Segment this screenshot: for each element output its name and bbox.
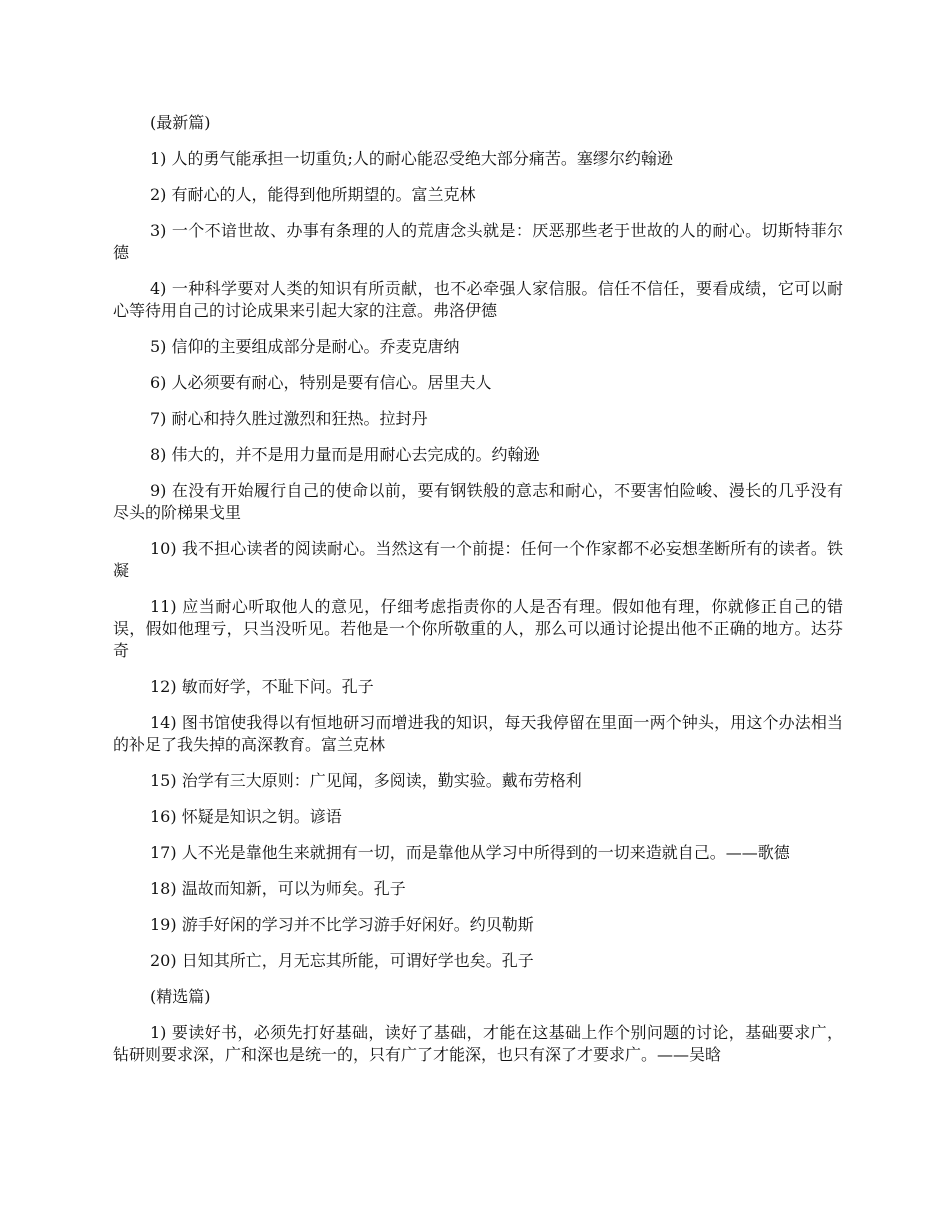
section-heading-selected: (精选篇) (150, 987, 211, 1006)
quote-paragraph: 1) 人的勇气能承担一切重负;人的耐心能忍受绝大部分痛苦。塞缪尔约翰逊 (150, 149, 673, 168)
quote-paragraph: 16) 怀疑是知识之钥。谚语 (150, 807, 342, 826)
quote-paragraph: 18) 温故而知新，可以为师矣。孔子 (150, 879, 406, 898)
quote-paragraph: 5) 信仰的主要组成部分是耐心。乔麦克唐纳 (150, 337, 460, 356)
quote-paragraph: 3) 一个不谙世故、办事有条理的人的荒唐念头就是：厌恶那些老于世故的人的耐心。切斯特菲尔德 (113, 221, 843, 262)
quote-paragraph: 12) 敏而好学，不耻下问。孔子 (150, 677, 374, 696)
quote-paragraph: 19) 游手好闲的学习并不比学习游手好闲好。约贝勒斯 (150, 915, 534, 934)
quote-paragraph: 11) 应当耐心听取他人的意见，仔细考虑指责你的人是否有理。假如他有理，你就修正自己的错误，假如他理亏，只当没听见。若他是一个你所敬重的人，那么可以通讨论提出他不正确的地方。达芬奇 (113, 597, 843, 660)
quote-paragraph: 2) 有耐心的人，能得到他所期望的。富兰克林 (150, 185, 476, 204)
quote-paragraph: 15) 治学有三大原则：广见闻，多阅读，勤实验。戴布劳格利 (150, 771, 582, 790)
section-heading-latest: (最新篇) (150, 113, 211, 132)
quote-paragraph: 20) 日知其所亡，月无忘其所能，可谓好学也矣。孔子 (150, 951, 534, 970)
document-body (113, 112, 843, 1080)
quote-paragraph: 8) 伟大的，并不是用力量而是用耐心去完成的。约翰逊 (150, 445, 540, 464)
quote-paragraph: 4) 一种科学要对人类的知识有所贡献，也不必牵强人家信服。信任不信任，要看成绩，它可以耐心等待用自己的讨论成果来引起大家的注意。弗洛伊德 (113, 279, 843, 320)
quote-paragraph: 17) 人不光是靠他生来就拥有一切，而是靠他从学习中所得到的一切来造就自己。——歌德 (150, 843, 790, 862)
quote-paragraph: 14) 图书馆使我得以有恒地研习而增进我的知识，每天我停留在里面一两个钟头，用这个办法相当的补足了我失掉的高深教育。富兰克林 (113, 713, 843, 754)
quote-paragraph: 1) 要读好书，必须先打好基础，读好了基础，才能在这基础上作个别问题的讨论，基础要求广，钻研则要求深，广和深也是统一的，只有广了才能深，也只有深了才要求广。——吴晗 (113, 1023, 843, 1064)
quote-paragraph: 6) 人必须要有耐心，特别是要有信心。居里夫人 (150, 373, 492, 392)
quote-paragraph: 9) 在没有开始履行自己的使命以前，要有钢铁般的意志和耐心，不要害怕险峻、漫长的几乎没有尽头的阶梯果戈里 (113, 481, 843, 522)
quote-paragraph: 10) 我不担心读者的阅读耐心。当然这有一个前提：任何一个作家都不必妄想垄断所有的读者。铁凝 (113, 539, 843, 580)
quote-paragraph: 7) 耐心和持久胜过激烈和狂热。拉封丹 (150, 409, 428, 428)
